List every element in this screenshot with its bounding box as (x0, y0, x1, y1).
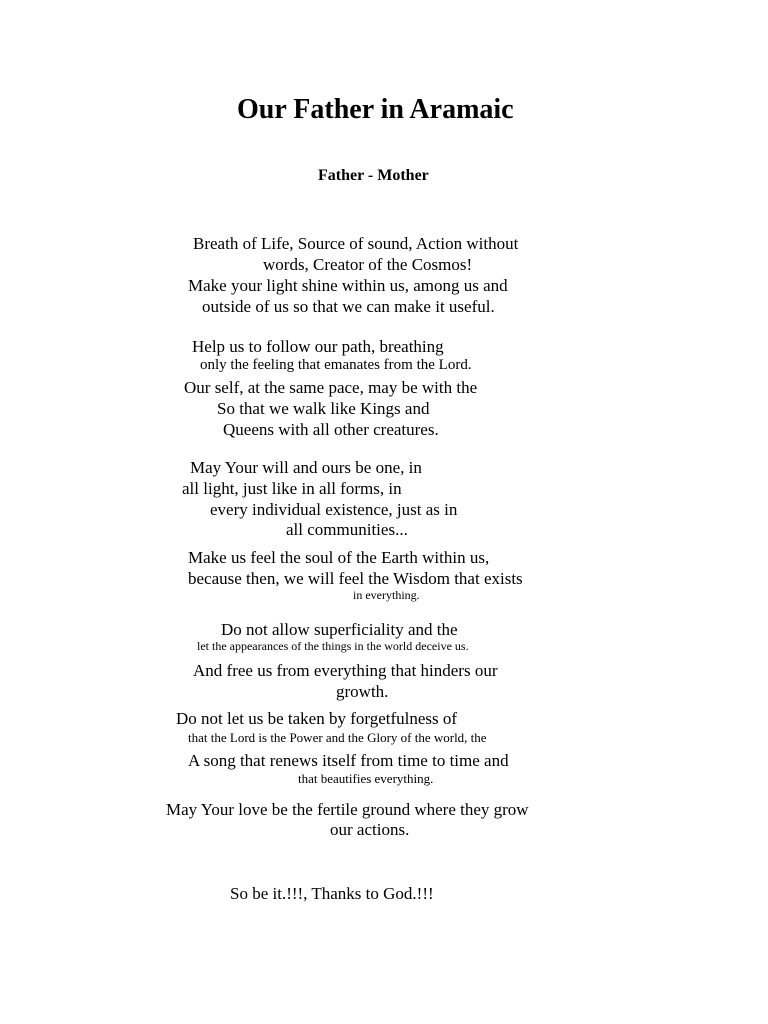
page-title: Our Father in Aramaic (237, 94, 514, 125)
poem-line: growth. (336, 682, 389, 701)
poem-line: So that we walk like Kings and (217, 399, 430, 418)
poem-line: all communities... (286, 520, 408, 539)
poem-line: that the Lord is the Power and the Glory of the world, the (188, 730, 487, 745)
poem-line: Make your light shine within us, among us and (188, 276, 508, 295)
poem-line: Our self, at the same pace, may be with the (184, 378, 478, 397)
poem-line: let the appearances of the things in the world deceive us. (197, 639, 469, 653)
poem-line: Help us to follow our path, breathing (192, 337, 444, 356)
poem-line: May Your love be the fertile ground where they grow (166, 800, 529, 819)
poem-line: Breath of Life, Source of sound, Action without (193, 234, 519, 253)
poem-line: words, Creator of the Cosmos! (263, 255, 473, 274)
poem-line: our actions. (330, 820, 410, 839)
poem-line: Queens with all other creatures. (223, 420, 439, 439)
poem-line: A song that renews itself from time to time and (188, 751, 509, 770)
poem-line: every individual existence, just as in (210, 500, 458, 519)
poem-line: only the feeling that emanates from the Lord. (200, 357, 472, 373)
poem-line: all light, just like in all forms, in (182, 479, 402, 498)
poem-line: Do not allow superficiality and the (221, 620, 458, 639)
poem-line: And free us from everything that hinders our (193, 661, 498, 680)
poem-line: outside of us so that we can make it useful. (202, 297, 495, 316)
page-subtitle: Father - Mother (318, 167, 429, 184)
poem-line: Do not let us be taken by forgetfulness of (176, 709, 458, 728)
poem-line: Make us feel the soul of the Earth within us, (188, 548, 490, 567)
poem-line: because then, we will feel the Wisdom that exists (188, 569, 523, 588)
poem-line: May Your will and ours be one, in (190, 458, 422, 477)
poem-line: that beautifies everything. (298, 771, 434, 786)
closing-line: So be it.!!!, Thanks to God.!!! (230, 884, 434, 903)
poem-line: in everything. (353, 588, 420, 602)
